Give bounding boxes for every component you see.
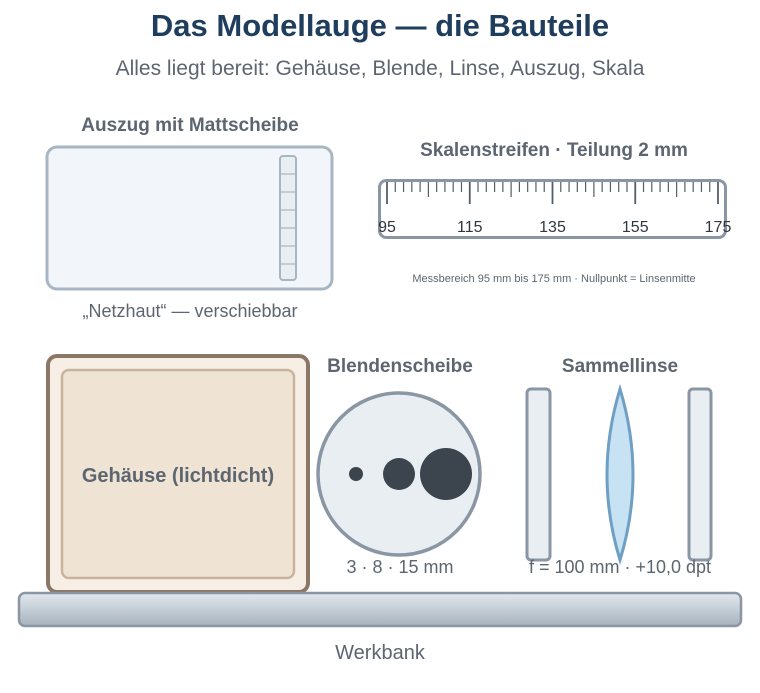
workbench-board	[19, 593, 741, 626]
scale-tick-label: 155	[621, 219, 649, 236]
scale-strip	[370, 170, 738, 250]
mattscheibe	[280, 156, 296, 280]
page-title: Das Modellauge — die Bauteile	[150, 8, 610, 43]
scale-tick-label: 135	[539, 219, 566, 236]
lens-holder-right	[689, 389, 711, 560]
lens-holder-left	[527, 389, 550, 560]
aperture-drawing	[313, 390, 488, 560]
skala-label: Skalenstreifen · Teilung 2 mm	[420, 140, 688, 161]
auszug-label: Auszug mit Mattscheibe	[81, 115, 299, 136]
scale-note: Messbereich 95 mm bis 175 mm · Nullpunkt = Linsenmitte	[412, 273, 696, 285]
aperture-label: Blendenscheibe	[327, 356, 473, 377]
aperture-hole-15mm	[420, 448, 472, 500]
lens-caption: f = 100 mm · +10,0 dpt	[528, 557, 712, 577]
lens-label: Sammellinse	[561, 356, 679, 377]
aperture-hole-8mm	[383, 458, 415, 490]
workbench-drawing	[15, 588, 747, 633]
lens-drawing	[520, 383, 720, 568]
lens-body	[607, 389, 633, 560]
aperture-hole-3mm	[349, 467, 363, 481]
scale-tick-label: 115	[456, 219, 483, 236]
auszug-drawing	[40, 140, 340, 300]
workbench-label: Werkbank	[335, 642, 425, 664]
scale-tick-label: 95	[378, 219, 396, 236]
auszug-caption: „Netzhaut“ — verschiebbar	[82, 301, 298, 321]
page-subtitle: Alles liegt bereit: Gehäuse, Blende, Linse, Auszug, Skala	[115, 57, 645, 80]
aperture-caption: 3 · 8 · 15 mm	[346, 557, 454, 577]
scale-tick-label: 175	[704, 219, 732, 236]
housing-label: Gehäuse (lichtdicht)	[81, 465, 275, 487]
